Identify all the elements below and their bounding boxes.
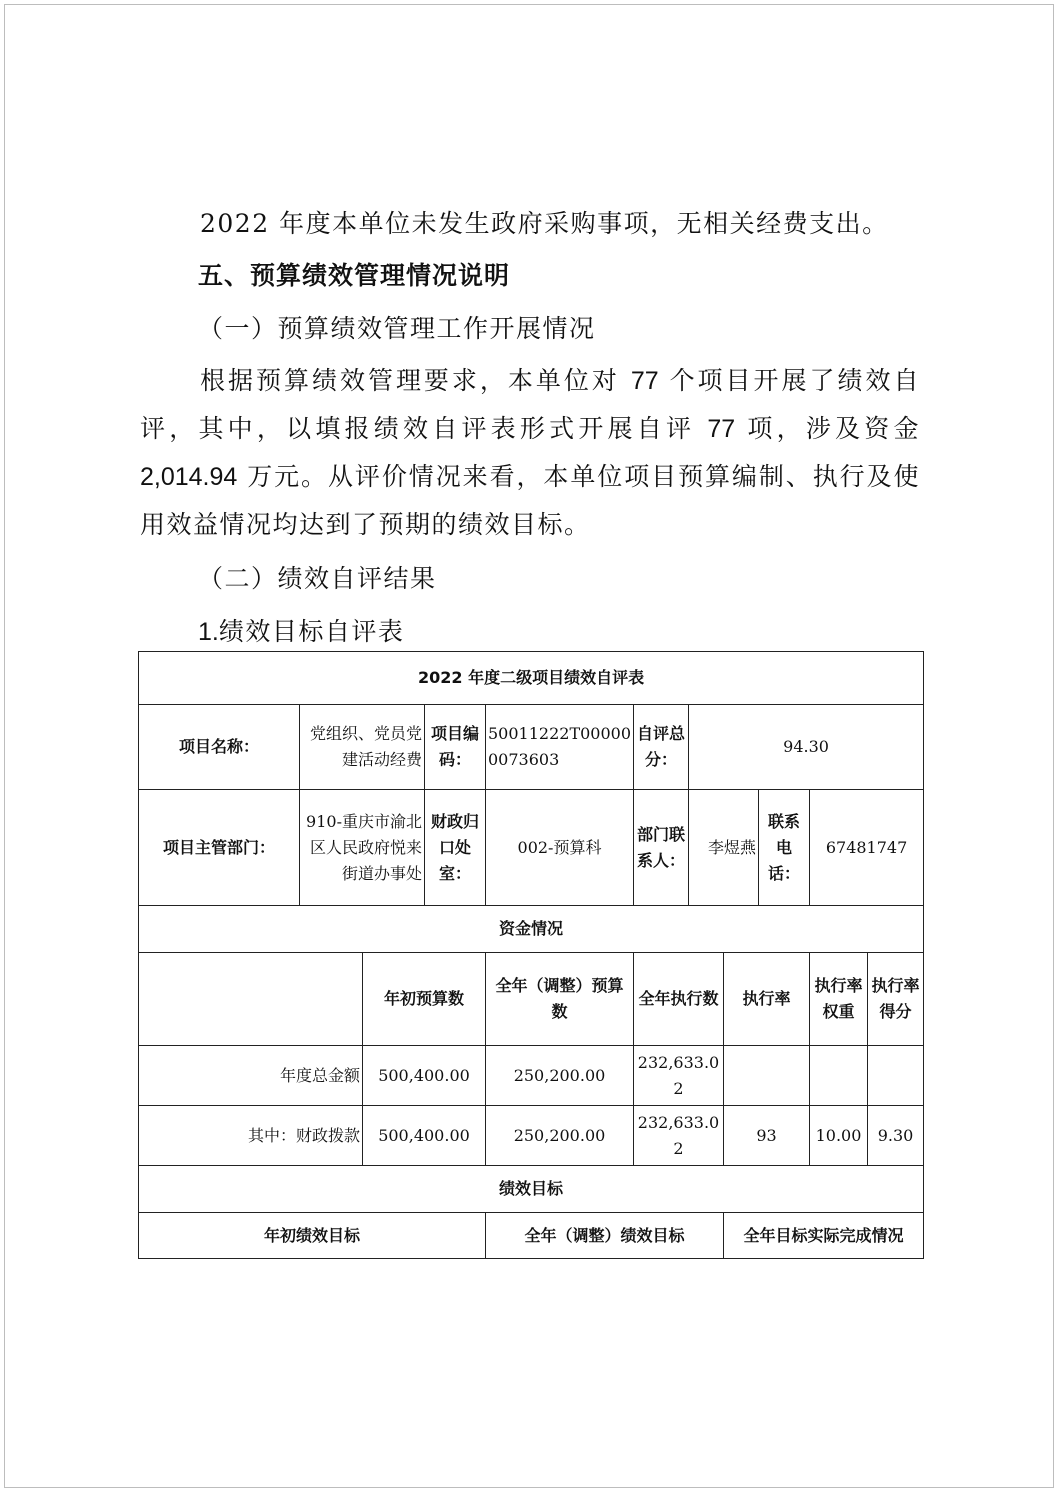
row-score: 9.30 bbox=[868, 1106, 924, 1166]
col-exec-rate: 执行率 bbox=[724, 953, 810, 1046]
dept-value: 910-重庆市渝北区人民政府悦来街道办事处 bbox=[300, 790, 425, 906]
subsection-heading-2: （二）绩效自评结果 bbox=[198, 564, 437, 593]
funds-corner-cell bbox=[139, 953, 363, 1046]
goal-initial-header: 年初绩效目标 bbox=[139, 1213, 486, 1259]
table-title: 2022 年度二级项目绩效自评表 bbox=[139, 652, 924, 705]
goal-adjusted-header: 全年（调整）绩效目标 bbox=[486, 1213, 724, 1259]
col-adjusted-budget: 全年（调整）预算数 bbox=[486, 953, 634, 1046]
goal-actual-header: 全年目标实际完成情况 bbox=[724, 1213, 924, 1259]
phone-value: 67481747 bbox=[810, 790, 924, 906]
finance-label: 财政归口处室： bbox=[425, 790, 486, 906]
project-code-value: 50011222T000000073603 bbox=[486, 705, 634, 790]
table-caption: 1.绩效目标自评表 bbox=[198, 617, 405, 646]
col-rate-weight: 执行率权重 bbox=[810, 953, 868, 1046]
paragraph-procurement: 2022 年度本单位未发生政府采购事项，无相关经费支出。 bbox=[200, 209, 889, 238]
funds-section-header: 资金情况 bbox=[139, 906, 924, 953]
project-name-label: 项目名称： bbox=[139, 705, 300, 790]
row-weight bbox=[810, 1046, 868, 1106]
row-initial: 500,400.00 bbox=[363, 1106, 486, 1166]
table-row bbox=[139, 1106, 924, 1166]
row-executed: 232,633.02 bbox=[634, 1046, 724, 1106]
row-weight: 10.00 bbox=[810, 1106, 868, 1166]
row-executed: 232,633.02 bbox=[634, 1106, 724, 1166]
dept-label: 项目主管部门： bbox=[139, 790, 300, 906]
row-label: 其中：财政拨款 bbox=[139, 1106, 363, 1166]
subsection-heading-1: （一）预算绩效管理工作开展情况 bbox=[198, 314, 596, 343]
row-label: 年度总金额 bbox=[139, 1046, 363, 1106]
contact-value: 李煜燕 bbox=[689, 790, 759, 906]
table-row bbox=[139, 1046, 924, 1106]
col-executed: 全年执行数 bbox=[634, 953, 724, 1046]
row-initial: 500,400.00 bbox=[363, 1046, 486, 1106]
row-rate bbox=[724, 1046, 810, 1106]
score-value: 94.30 bbox=[689, 705, 924, 790]
phone-label: 联系电话： bbox=[759, 790, 810, 906]
row-rate: 93 bbox=[724, 1106, 810, 1166]
finance-value: 002-预算科 bbox=[486, 790, 634, 906]
paragraph-performance: 根据预算绩效管理要求，本单位对 77 个项目开展了绩效自评，其中，以填报绩效自评表形式开展自评 77 项，涉及资金 2,014.94 万元。从评价情况来看，本单位项目预算编制、执行及使用效益情况均达到了预期的绩效目标。 bbox=[140, 366, 921, 539]
contact-label: 部门联系人： bbox=[634, 790, 689, 906]
row-adjusted: 250,200.00 bbox=[486, 1106, 634, 1166]
score-label: 自评总分： bbox=[634, 705, 689, 790]
col-initial-budget: 年初预算数 bbox=[363, 953, 486, 1046]
project-code-label: 项目编码： bbox=[425, 705, 486, 790]
project-name-value: 党组织、党员党建活动经费 bbox=[300, 705, 425, 790]
goals-section-header: 绩效目标 bbox=[139, 1166, 924, 1213]
row-adjusted: 250,200.00 bbox=[486, 1046, 634, 1106]
performance-eval-table bbox=[138, 651, 924, 1259]
section-heading-5: 五、预算绩效管理情况说明 bbox=[198, 261, 511, 290]
row-score bbox=[868, 1046, 924, 1106]
col-rate-score: 执行率得分 bbox=[868, 953, 924, 1046]
